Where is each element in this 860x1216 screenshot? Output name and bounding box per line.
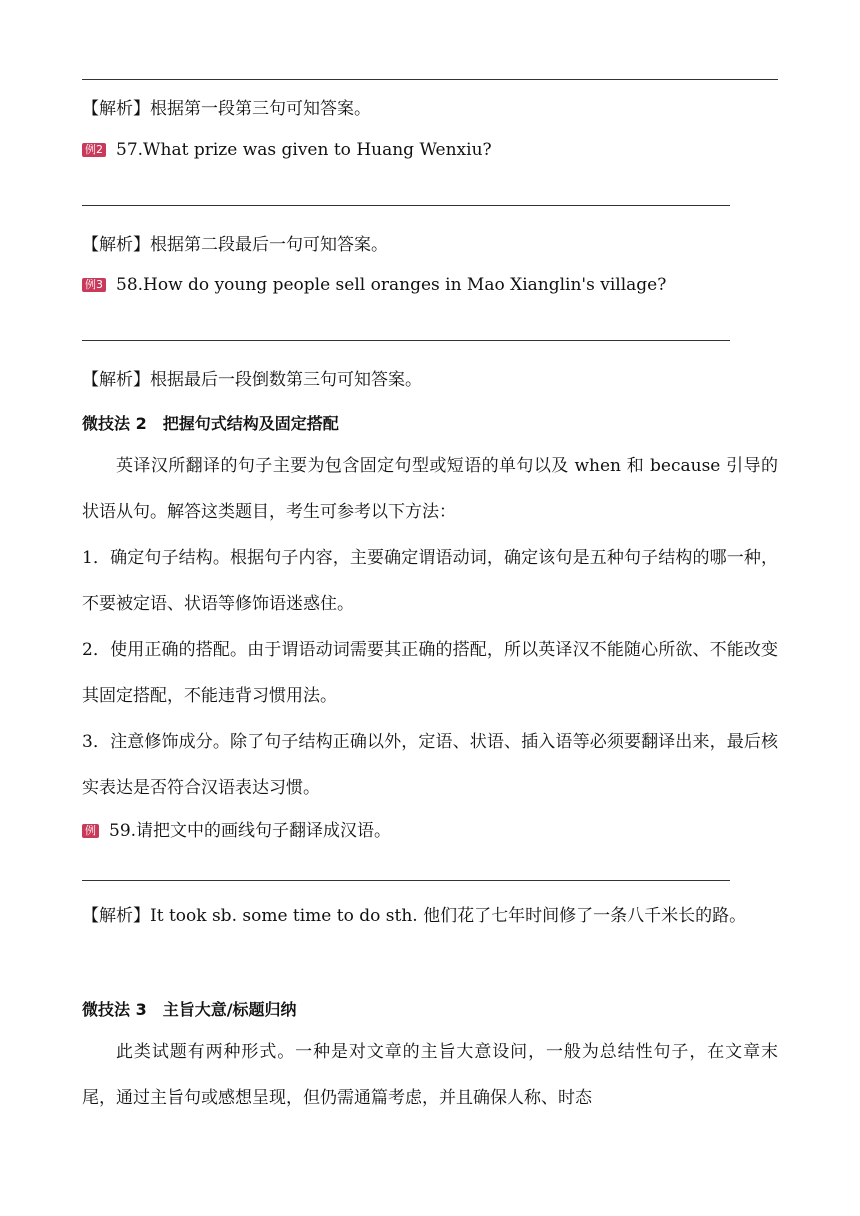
question-text: 58.How do young people sell oranges in Mao Xianglin's village? <box>116 275 667 295</box>
section-heading: 微技法 3 主旨大意/标题归纳 <box>82 1000 297 1019</box>
analysis-text: 【解析】根据第一段第三句可知答案。 <box>82 99 371 119</box>
section-intro: 英译汉所翻译的句子主要为包含固定句型或短语的单句以及 when 和 because 引导的状语从句。解答这类题目，考生可参考以下方法： <box>82 456 778 522</box>
example-badge: 例3 <box>82 278 106 292</box>
answer-line <box>82 880 730 881</box>
top-divider <box>82 79 778 80</box>
section-heading: 微技法 2 把握句式结构及固定搭配 <box>82 414 339 433</box>
section-intro: 此类试题有两种形式。一种是对文章的主旨大意设问，一般为总结性句子，在文章末尾，通过主旨句或感想呈现，但仍需通篇考虑，并且确保人称、时态 <box>82 1042 778 1108</box>
question-58 <box>82 275 666 295</box>
example-badge: 例2 <box>82 143 106 157</box>
method-point-2: 2．使用正确的搭配。由于谓语动词需要其正确的搭配，所以英译汉不能随心所欲、不能改变其固定搭配，不能违背习惯用法。 <box>82 640 778 706</box>
method-point-1: 1．确定句子结构。根据句子内容，主要确定谓语动词，确定该句是五种句子结构的哪一种，不要被定语、状语等修饰语迷惑住。 <box>82 548 778 614</box>
method-point-3: 3．注意修饰成分。除了句子结构正确以外，定语、状语、插入语等必须要翻译出来，最后核实表达是否符合汉语表达习惯。 <box>82 732 778 798</box>
analysis-text: 【解析】根据最后一段倒数第三句可知答案。 <box>82 370 422 390</box>
answer-line <box>82 205 730 206</box>
question-text: 59.请把文中的画线句子翻译成汉语。 <box>109 821 392 841</box>
example-badge: 例 <box>82 824 99 838</box>
analysis-text: 【解析】根据第二段最后一句可知答案。 <box>82 235 388 255</box>
question-text: 57.What prize was given to Huang Wenxiu? <box>116 140 492 160</box>
answer-line <box>82 340 730 341</box>
question-57 <box>82 140 492 160</box>
question-59 <box>82 816 391 841</box>
analysis-text: 【解析】It took sb. some time to do sth. 他们花了七年时间修了一条八千米长的路。 <box>82 906 747 926</box>
